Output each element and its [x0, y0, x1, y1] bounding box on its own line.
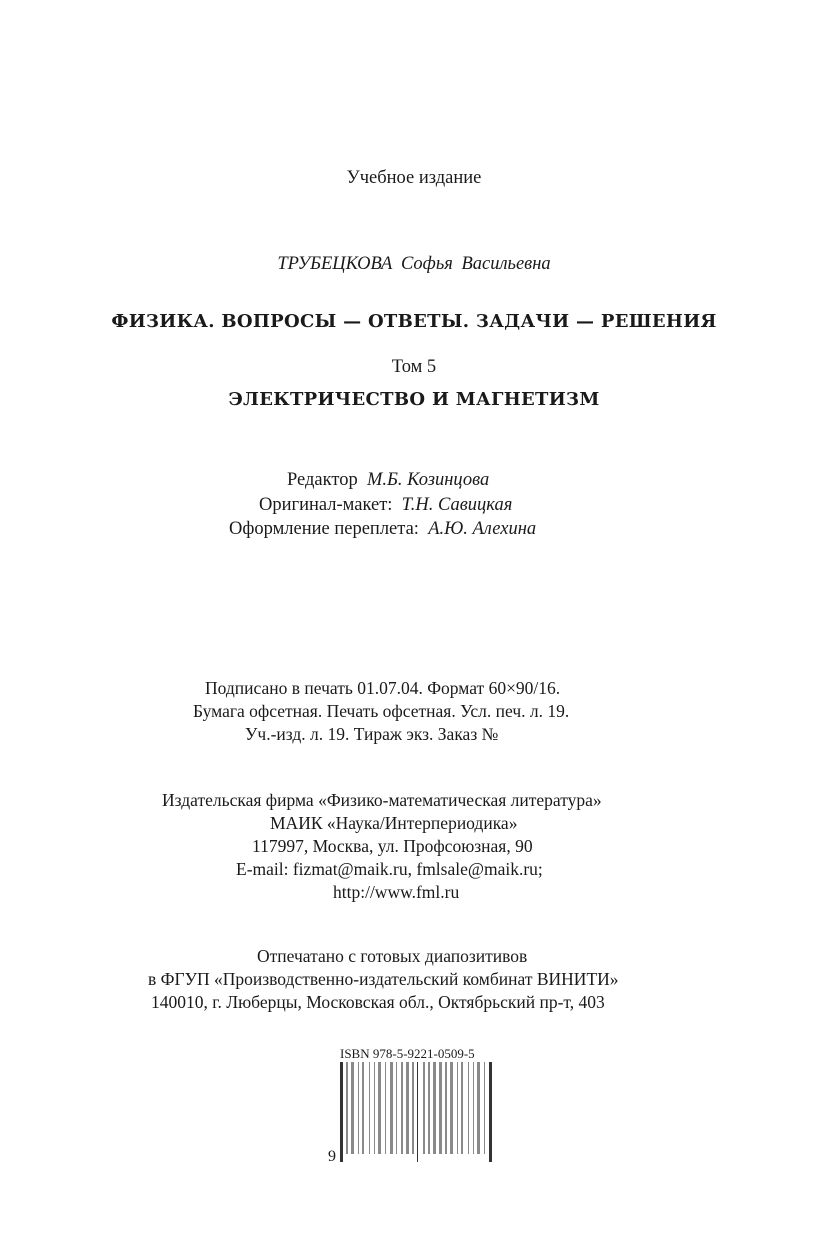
- publisher-line: Издательская фирма «Физико-математическая литература»: [162, 790, 602, 810]
- print-info-line: Уч.-изд. л. 19. Тираж экз. Заказ №: [245, 724, 499, 744]
- credit-role: Редактор: [287, 470, 358, 490]
- print-info-line: Подписано в печать 01.07.04. Формат 60×90/16.: [205, 678, 561, 698]
- printer-line: в ФГУП «Производственно-издательский комбинат ВИНИТИ»: [148, 969, 619, 989]
- isbn-number: ISBN 978-5-9221-0509-5: [340, 1046, 475, 1061]
- publisher-website: http://www.fml.ru: [333, 882, 460, 902]
- credit-layout: [259, 495, 512, 516]
- credit-role: Оригинал-макет:: [259, 495, 393, 515]
- book-title: ФИЗИКА. ВОПРОСЫ — ОТВЕТЫ. ЗАДАЧИ — РЕШЕНИЯ: [111, 311, 717, 332]
- credit-cover: [229, 519, 536, 540]
- publisher-line: МАИК «Наука/Интерпериодика»: [270, 813, 518, 833]
- credit-name: Т.Н. Савицкая: [401, 495, 513, 515]
- credit-name: М.Б. Козинцова: [366, 470, 490, 490]
- author-line: [0, 254, 828, 275]
- printer-line: Отпечатано с готовых диапозитивов: [257, 946, 528, 966]
- volume-subtitle: ЭЛЕКТРИЧЕСТВО И МАГНЕТИЗМ: [228, 389, 600, 410]
- credit-role: Оформление переплета:: [229, 519, 419, 539]
- author-given-names: Софья Васильевна: [400, 254, 551, 274]
- barcode-digit: 9: [328, 1148, 336, 1165]
- publisher-address: 117997, Москва, ул. Профсоюзная, 90: [252, 836, 533, 856]
- credit-editor: [287, 470, 489, 491]
- publisher-email: E-mail: fizmat@maik.ru, fmlsale@maik.ru;: [236, 859, 543, 879]
- printer-address: 140010, г. Люберцы, Московская обл., Октябрьский пр-т, 403: [151, 992, 605, 1012]
- barcode-image: [340, 1062, 492, 1162]
- edition-type: Учебное издание: [346, 168, 482, 188]
- volume-number: Том 5: [391, 357, 437, 377]
- print-info-line: Бумага офсетная. Печать офсетная. Усл. печ. л. 19.: [193, 701, 570, 721]
- author-surname: ТРУБЕЦКОВА: [277, 254, 393, 274]
- credit-name: А.Ю. Алехина: [428, 519, 537, 539]
